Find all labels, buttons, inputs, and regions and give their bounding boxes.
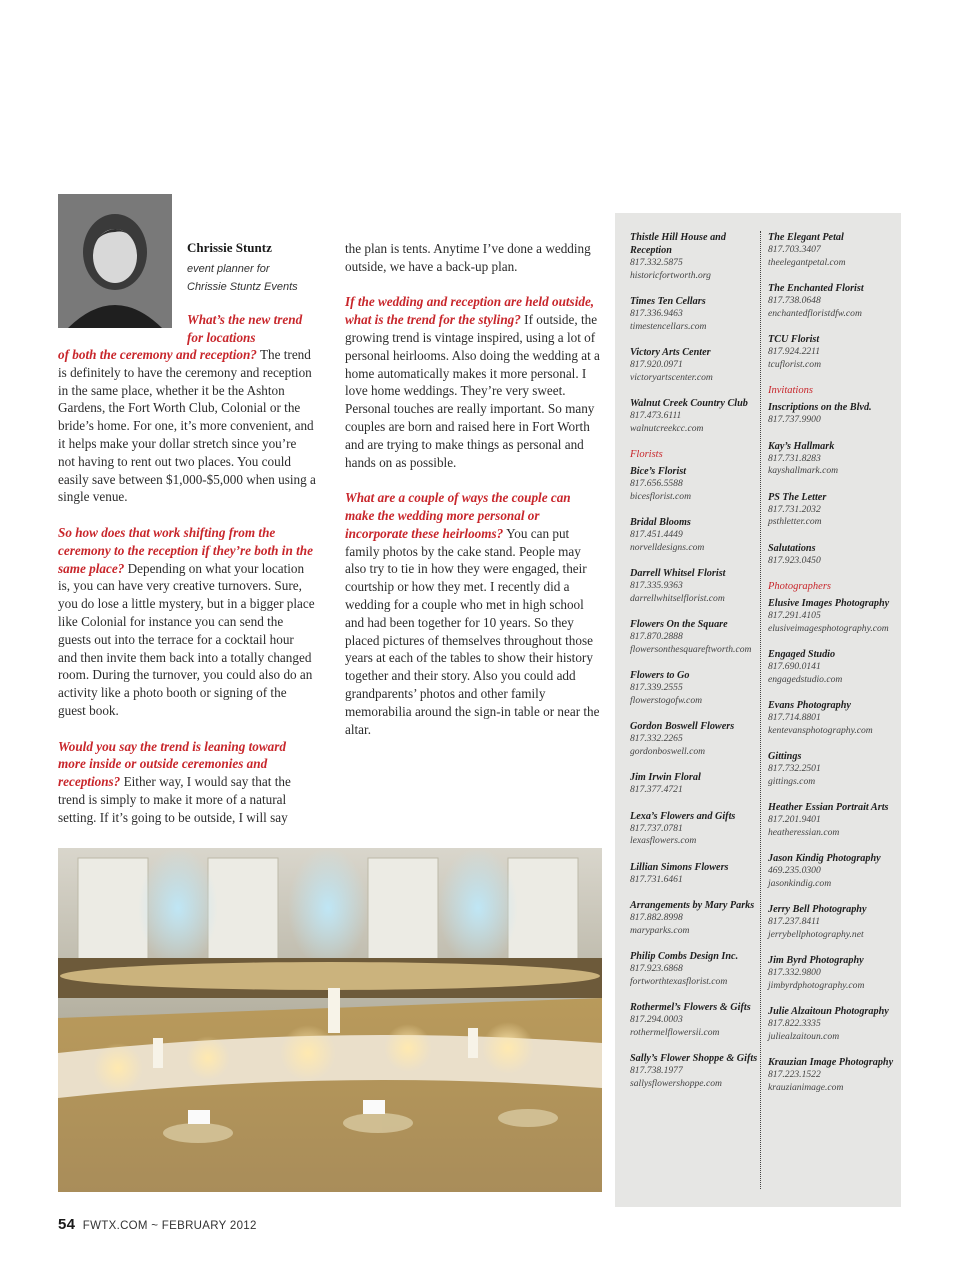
directory-entry xyxy=(768,597,898,635)
vendor-name: Lillian Simons Flowers xyxy=(630,861,729,873)
directory-entry xyxy=(768,903,898,941)
page-footer xyxy=(58,1216,257,1233)
vendor-name: Engaged Studio xyxy=(768,649,836,660)
vendor-website[interactable]: kentevansphotography.com xyxy=(768,724,873,736)
vendor-website[interactable]: fortworthtexasflorist.com xyxy=(630,975,728,987)
vendor-name: Bice’s Florist xyxy=(630,466,687,477)
vendor-phone: 817.336.9463 xyxy=(630,308,683,319)
directory-entry xyxy=(630,1001,760,1039)
author-photo xyxy=(58,194,172,328)
vendor-name: Philip Combs Design Inc. xyxy=(630,951,739,962)
vendor-name: Krauzian Image Photography xyxy=(768,1057,894,1068)
directory-column-right xyxy=(768,231,898,1107)
directory-entry xyxy=(630,231,760,282)
directory-entry xyxy=(630,810,760,848)
vendor-name: Thistle Hill House and Reception xyxy=(630,232,726,256)
directory-entry xyxy=(630,567,760,605)
directory-category: Invitations xyxy=(768,385,813,396)
vendor-website[interactable]: engagedstudio.com xyxy=(768,673,843,685)
vendor-phone: 817.291.4105 xyxy=(768,610,821,621)
directory-category: Photographers xyxy=(768,581,831,592)
article-column-2 xyxy=(345,240,603,756)
vendor-phone: 817.737.9900 xyxy=(768,414,821,425)
answer-4: If the wedding and reception are held outside, what is the trend for the styling? If outside, the growing trend is vintage inspired, using a lot of personal heirlooms. Also doing the wedding at a home automatically makes it more personal. I love home weddings. They’re very sweet. Personal touches are really important. So many couples are born and raised here in Fort Worth and are trying to make things as personal and hands on as possible. xyxy=(345,294,600,470)
vendor-name: TCU Florist xyxy=(768,334,820,345)
vendor-phone: 817.732.2501 xyxy=(768,763,821,774)
directory-entry xyxy=(768,542,898,568)
vendor-phone: 817.731.2032 xyxy=(768,503,821,515)
vendor-website[interactable]: gittings.com xyxy=(768,775,816,787)
answer-3: Would you say the trend is leaning toward more inside or outside ceremonies and receptions? Either way, I would say that the trend is simply to make it more of a natural setting. If it’s going to be outside, I will say xyxy=(58,738,291,825)
vendor-website[interactable]: kayshallmark.com xyxy=(768,465,839,476)
vendor-name: Victory Arts Center xyxy=(630,347,711,358)
vendor-website[interactable]: walnutcreekcc.com xyxy=(630,422,704,434)
vendor-name: Bridal Blooms xyxy=(630,517,691,528)
directory-entry xyxy=(630,669,760,707)
vendor-name: Gordon Boswell Flowers xyxy=(630,721,735,732)
vendor-phone: 817.473.6111 xyxy=(630,410,682,421)
directory-entry xyxy=(630,720,760,758)
vendor-website[interactable]: jimbyrdphotography.com xyxy=(768,979,865,991)
vendor-phone: 817.237.8411 xyxy=(768,916,821,927)
directory-entry xyxy=(630,1052,760,1090)
vendor-name: Flowers to Go xyxy=(630,670,690,681)
directory-entry xyxy=(630,950,760,988)
vendor-name: Evans Photography xyxy=(768,700,851,711)
answer-3-continued: the plan is tents. Anytime I’ve done a wedding outside, we have a back-up plan. xyxy=(345,241,591,274)
vendor-phone: 817.923.6868 xyxy=(630,963,683,974)
vendor-website[interactable]: gordonboswell.com xyxy=(630,745,706,757)
vendor-website[interactable]: victoryartscenter.com xyxy=(630,371,713,383)
vendor-phone: 817.738.0648 xyxy=(768,295,821,306)
vendor-phone: 817.335.9363 xyxy=(630,580,683,591)
directory-entry xyxy=(768,699,898,737)
vendor-name: Arrangements by Mary Parks xyxy=(630,900,755,911)
vendor-phone: 817.690.0141 xyxy=(768,661,821,672)
directory-category: Florists xyxy=(630,449,663,460)
vendor-website[interactable]: flowerstogofw.com xyxy=(630,694,703,706)
question-1-heading: What’s the new trend for locations xyxy=(187,312,303,345)
directory-entry xyxy=(630,771,760,797)
directory-entry xyxy=(630,516,760,554)
vendor-website[interactable]: lexasflowers.com xyxy=(630,835,697,846)
vendor-website[interactable]: maryparks.com xyxy=(630,924,690,936)
vendor-phone: 817.451.4449 xyxy=(630,529,683,540)
directory-entry xyxy=(630,346,760,384)
vendor-phone: 817.714.8801 xyxy=(768,712,821,723)
vendor-phone: 817.294.0003 xyxy=(630,1014,683,1025)
vendor-phone: 817.223.1522 xyxy=(768,1069,821,1080)
vendor-website[interactable]: psthletter.com xyxy=(768,516,822,527)
vendor-website[interactable]: sallysflowershoppe.com xyxy=(630,1077,722,1089)
directory-entry xyxy=(630,465,760,503)
vendor-phone: 817.201.9401 xyxy=(768,814,821,825)
vendor-website[interactable]: heatheressian.com xyxy=(768,826,840,838)
vendor-phone: 817.703.3407 xyxy=(768,244,821,255)
vendor-website[interactable]: juliealzaitoun.com xyxy=(768,1030,840,1042)
vendor-name: Rothermel’s Flowers & Gifts xyxy=(630,1002,751,1013)
directory-entry xyxy=(768,491,898,529)
vendor-website[interactable]: krauzianimage.com xyxy=(768,1081,844,1093)
vendor-phone: 817.332.5875 xyxy=(630,257,683,268)
vendor-name: The Enchanted Florist xyxy=(768,283,864,294)
vendor-name: Julie Alzaitoun Photography xyxy=(768,1006,889,1017)
reception-photo xyxy=(58,848,602,1192)
vendor-website[interactable]: norvelldesigns.com xyxy=(630,541,705,553)
directory-entry xyxy=(768,954,898,992)
author-role-line1: event planner for xyxy=(187,263,270,275)
vendor-website[interactable]: theelegantpetal.com xyxy=(768,256,846,268)
vendor-name: Jerry Bell Photography xyxy=(768,904,867,915)
author-block xyxy=(187,240,327,296)
vendor-name: Flowers On the Square xyxy=(630,619,728,630)
vendor-name: The Elegant Petal xyxy=(768,232,844,243)
vendor-phone: 817.924.2211 xyxy=(768,346,821,357)
answer-2: So how does that work shifting from the ceremony to the reception if they’re both in the same place? Depending on what your location is, you can have very creative turnovers. Sure, you do lose a little mystery, but in a bigger place like Colonial for instance you can send the guests out into the terrace for a cocktail hour and then invite them back into a totally changed room. During the turnover, you could also do an activity like a photo booth or signing of the guest book. xyxy=(58,524,315,718)
vendor-directory xyxy=(615,213,901,1207)
directory-entry xyxy=(630,295,760,333)
vendor-phone: 817.377.4721 xyxy=(630,784,683,795)
vendor-phone: 817.731.8283 xyxy=(768,452,821,464)
vendor-website[interactable]: darrellwhitselflorist.com xyxy=(630,592,725,604)
vendor-phone: 469.235.0300 xyxy=(768,865,821,876)
vendor-phone: 817.738.1977 xyxy=(630,1065,683,1076)
column-divider xyxy=(760,231,761,1189)
directory-entry xyxy=(768,282,898,320)
vendor-name: Gittings xyxy=(768,751,802,762)
vendor-website[interactable]: jerrybellphotography.net xyxy=(768,928,864,940)
footer-text: FWTX.COM ~ FEBRUARY 2012 xyxy=(82,1220,257,1232)
vendor-website[interactable]: historicfortworth.org xyxy=(630,269,711,281)
vendor-name: Heather Essian Portrait Arts xyxy=(768,802,889,813)
vendor-name: Jim Irwin Floral xyxy=(630,772,701,783)
vendor-name: Jim Byrd Photography xyxy=(768,955,864,966)
directory-entry xyxy=(768,648,898,686)
vendor-website[interactable]: tcuflorist.com xyxy=(768,358,822,370)
vendor-name: Darrell Whitsel Florist xyxy=(630,568,726,579)
vendor-name: Sally’s Flower Shoppe & Gifts xyxy=(630,1053,758,1064)
vendor-name: Kay’s Hallmark xyxy=(768,440,835,452)
vendor-phone: 817.870.2888 xyxy=(630,631,683,642)
vendor-phone: 817.731.6461 xyxy=(630,873,683,885)
vendor-phone: 817.332.9800 xyxy=(768,967,821,978)
vendor-phone: 817.822.3335 xyxy=(768,1018,821,1029)
directory-entry xyxy=(630,397,760,435)
directory-entry xyxy=(768,750,898,788)
directory-entry xyxy=(630,618,760,656)
vendor-name: Walnut Creek Country Club xyxy=(630,398,748,409)
author-role-line2: Chrissie Stuntz Events xyxy=(187,281,298,293)
vendor-name: Salutations xyxy=(768,542,816,554)
vendor-website[interactable]: timestencellars.com xyxy=(630,320,707,332)
vendor-website[interactable]: jasonkindig.com xyxy=(768,877,832,889)
vendor-name: Lexa’s Flowers and Gifts xyxy=(630,810,736,822)
directory-column-left xyxy=(630,231,760,1103)
directory-entry xyxy=(630,861,760,887)
vendor-website[interactable]: elusiveimagesphotography.com xyxy=(768,622,889,634)
directory-entry xyxy=(768,333,898,371)
vendor-name: Inscriptions on the Blvd. xyxy=(768,402,872,413)
page-number: 54 xyxy=(58,1216,76,1233)
directory-entry xyxy=(768,231,898,269)
author-name: Chrissie Stuntz xyxy=(187,240,272,255)
vendor-name: Times Ten Cellars xyxy=(630,296,706,307)
vendor-name: Jason Kindig Photography xyxy=(768,853,881,864)
answer-5: What are a couple of ways the couple can make the wedding more personal or incorporate these heirlooms? You can put family photos by the cake stand. People may also try to tie in how they were engaged, their courtship or how they met. I recently did a wedding for a couple who met in high school and had been together for 10 years. So they placed pictures of themselves throughout those years at each of the tables to show their history together and their story. Also you could add grandparents’ photos and other family memorabilia around the sign-in table or near the altar. xyxy=(345,490,600,737)
directory-entry xyxy=(768,440,898,478)
directory-entry xyxy=(768,401,898,427)
answer-1: of both the ceremony and reception? The trend is definitely to have the ceremony and reception in the same place, whether it be the Ashton Gardens, the Fort Worth Club, Colonial or the bride’s home. For one, it’s more convenient, and it helps make your dollar stretch since you’re not having to rent out two places. You could easily save between $1,000-$5,000 when using a single venue. xyxy=(58,347,316,505)
vendor-phone: 817.332.2265 xyxy=(630,733,683,744)
vendor-website[interactable]: bicesflorist.com xyxy=(630,490,692,502)
vendor-website[interactable]: rothermelflowersii.com xyxy=(630,1026,720,1038)
vendor-phone: 817.920.0971 xyxy=(630,359,683,370)
directory-entry xyxy=(768,852,898,890)
vendor-name: Elusive Images Photography xyxy=(768,598,890,609)
vendor-phone: 817.339.2555 xyxy=(630,682,683,693)
vendor-website[interactable]: enchantedfloristdfw.com xyxy=(768,307,862,319)
directory-entry xyxy=(768,1005,898,1043)
vendor-website[interactable]: flowersonthesquareftworth.com xyxy=(630,643,752,655)
article-column-1 xyxy=(58,346,316,844)
vendor-phone: 817.882.8998 xyxy=(630,912,683,923)
directory-entry xyxy=(630,899,760,937)
vendor-phone: 817.656.5588 xyxy=(630,478,683,489)
directory-entry xyxy=(768,801,898,839)
vendor-phone: 817.737.0781 xyxy=(630,822,683,834)
vendor-name: PS The Letter xyxy=(768,491,827,503)
vendor-phone: 817.923.0450 xyxy=(768,554,821,566)
directory-entry xyxy=(768,1056,898,1094)
